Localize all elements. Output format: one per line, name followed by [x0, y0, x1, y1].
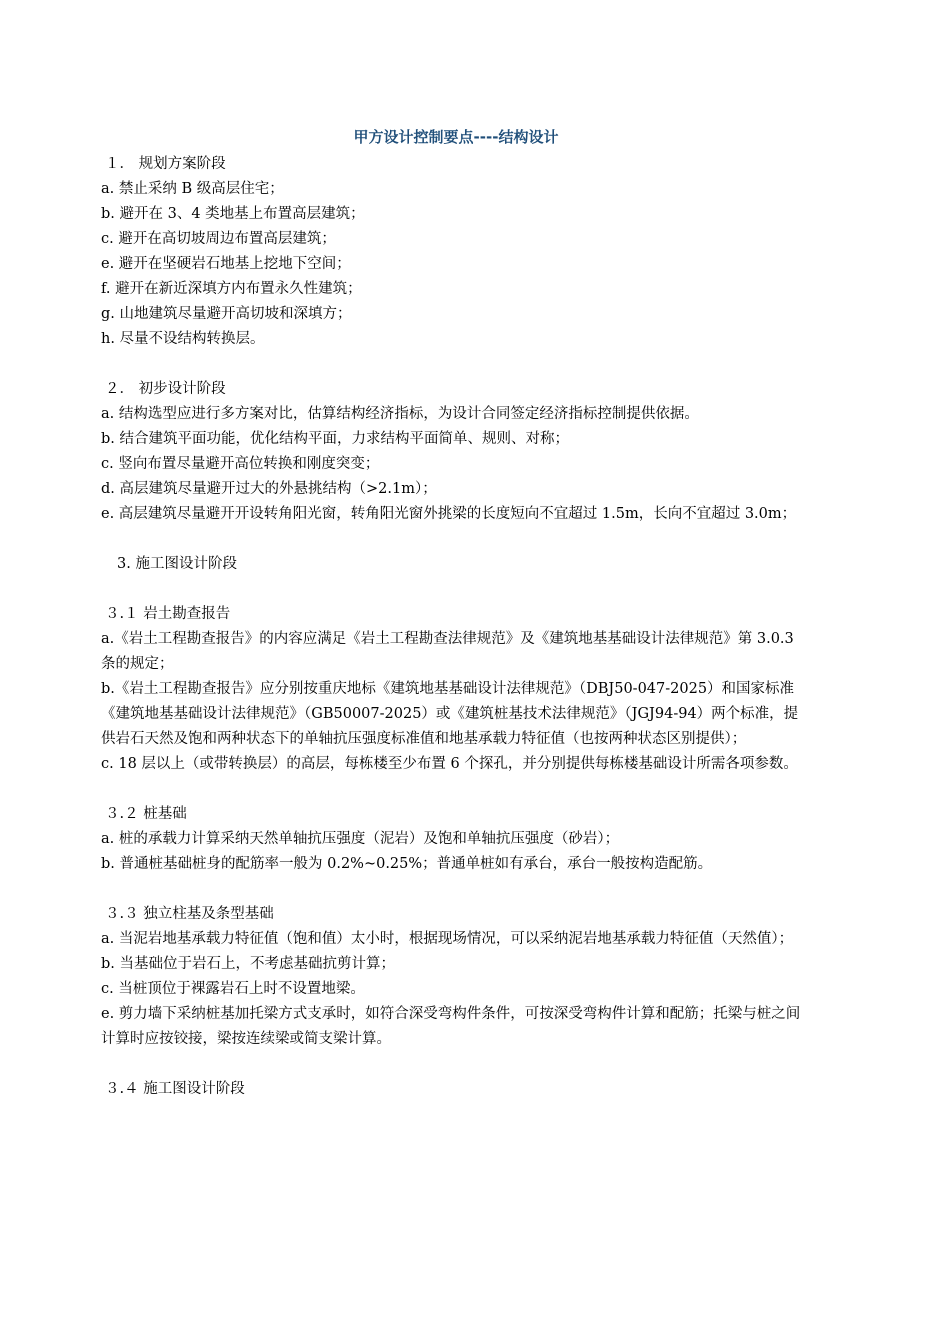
subsection-heading: ３.３ 独立柱基及条型基础	[105, 906, 274, 922]
list-item: b. 避开在 3、4 类地基上布置高层建筑；	[101, 206, 365, 222]
list-item: a. 桩的承载力计算采纳天然单轴抗压强度（泥岩）及饱和单轴抗压强度（砂岩）；	[101, 831, 620, 847]
list-item: b. 当基础位于岩石上，不考虑基础抗剪计算；	[101, 956, 395, 972]
list-item: f. 避开在新近深填方内布置永久性建筑；	[101, 281, 362, 297]
list-item: a.《岩土工程勘查报告》的内容应满足《岩土工程勘查法律规范》及《建筑地基基础设计法律规范》第 3.0.3 条的规定；	[101, 631, 794, 672]
list-item: a. 禁止采纳 B 级高层住宅；	[101, 181, 284, 197]
list-item: a. 结构选型应进行多方案对比，估算结构经济指标，为设计合同签定经济指标控制提供依据。	[101, 406, 699, 422]
section-heading: ２． 初步设计阶段	[105, 381, 226, 397]
list-item: g. 山地建筑尽量避开高切坡和深填方；	[101, 306, 352, 322]
list-item: b. 普通桩基础桩身的配筋率一般为 0.2%~0.25%；普通单桩如有承台，承台一般按构造配筋。	[101, 856, 713, 872]
subsection-heading: ３.２ 桩基础	[105, 806, 187, 822]
list-item: b.《岩土工程勘查报告》应分别按重庆地标《建筑地基基础设计法律规范》（DBJ50-047-2025）和国家标准《建筑地基基础设计法律规范》（GB50007-2025）或《建筑桩基技术法律规范》（JGJ94-94）两个标准，提供岩石天然及饱和两种状态下的单轴抗压强度标准值和地基承载力特征值（也按两种状态区别提供）；	[101, 681, 799, 747]
list-item: d. 高层建筑尽量避开过大的外悬挑结构（>2.1m）；	[101, 481, 437, 497]
list-item: c. 18 层以上（或带转换层）的高层，每栋楼至少布置 6 个探孔，并分别提供每栋楼基础设计所需各项参数。	[101, 756, 798, 772]
subsection-heading: ３.４ 施工图设计阶段	[105, 1081, 245, 1097]
document-title: 甲方设计控制要点----结构设计	[353, 128, 559, 146]
section-heading: １． 规划方案阶段	[105, 156, 226, 172]
list-item: c. 竖向布置尽量避开高位转换和刚度突变；	[101, 456, 380, 472]
document-page	[101, 122, 811, 1102]
list-item: h. 尽量不设结构转换层。	[101, 331, 265, 347]
list-item: c. 避开在高切坡周边布置高层建筑；	[101, 231, 336, 247]
list-item: e. 高层建筑尽量避开开设转角阳光窗，转角阳光窗外挑梁的长度短向不宜超过 1.5m，长向不宜超过 3.0m；	[101, 506, 797, 522]
list-item: e. 剪力墙下采纳桩基加托梁方式支承时，如符合深受弯构件条件，可按深受弯构件计算和配筋；托梁与桩之间计算时应按铰接，梁按连续梁或简支梁计算。	[101, 1006, 801, 1047]
list-item: e. 避开在坚硬岩石地基上挖地下空间；	[101, 256, 351, 272]
list-item: b. 结合建筑平面功能，优化结构平面，力求结构平面简单、规则、对称；	[101, 431, 569, 447]
list-item: a. 当泥岩地基承载力特征值（饱和值）太小时，根据现场情况，可以采纳泥岩地基承载力特征值（天然值）；	[101, 931, 794, 947]
subsection-heading: ３.１ 岩土勘查报告	[105, 606, 231, 622]
list-item: c. 当桩顶位于裸露岩石上时不设置地梁。	[101, 981, 365, 997]
section-heading: 3. 施工图设计阶段	[117, 556, 237, 572]
